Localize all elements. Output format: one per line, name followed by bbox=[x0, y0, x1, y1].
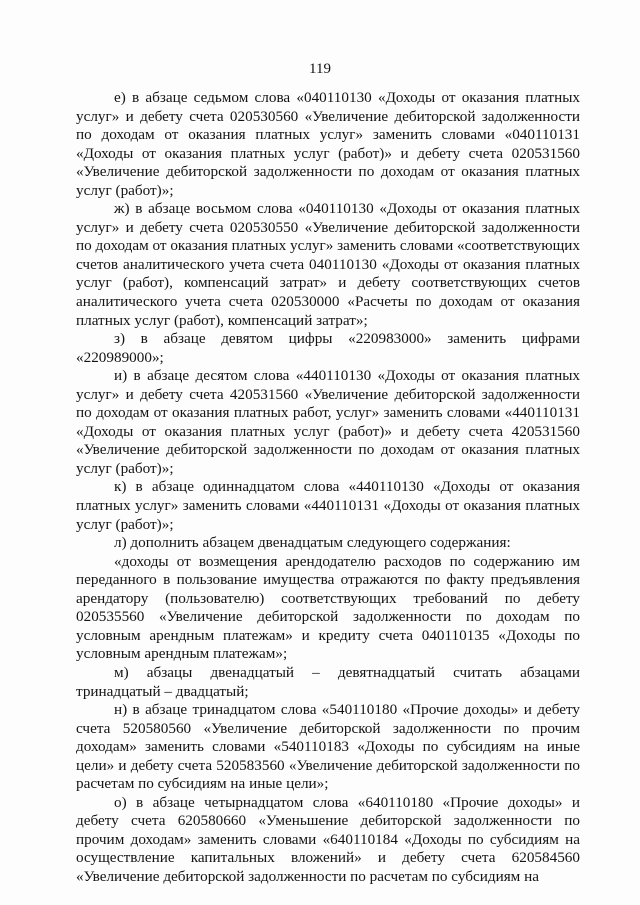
paragraph-i: и) в абзаце десятом слова «440110130 «Доходы от оказания платных услуг» и дебету счета 420531560 «Увеличение дебиторской задолженности по доходам от оказания платных работ, услуг» заменить словами «440110131 «Доходы от оказания платных услуг (работ)» и дебету счета 420531560 «Увеличение дебиторской задолженности по доходам от оказания платных услуг (работ)»; bbox=[76, 367, 580, 477]
paragraph-z: з) в абзаце девятом цифры «220983000» заменить цифрами «220989000»; bbox=[76, 330, 580, 366]
paragraph-o: о) в абзаце четырнадцатом слова «640110180 «Прочие доходы» и дебету счета 620580660 «Уменьшение дебиторской задолженности по прочим доходам» заменить словами «640110184 «Доходы по субсидиям на осуществление капитальных вложений» и дебету счета 620584560 «Увеличение дебиторской задолженности по расчетам по субсидиям на bbox=[76, 793, 580, 885]
paragraph-n: н) в абзаце тринадцатом слова «540110180 «Прочие доходы» и дебету счета 520580560 «Увеличение дебиторской задолженности по прочим доходам» заменить словами «540110183 «Доходы по субсидиям на иные цели» и дебету счета 520583560 «Увеличение дебиторской задолженности по расчетам по субсидиям на иные цели»; bbox=[76, 701, 580, 793]
paragraph-quoted-addition: «доходы от возмещения арендодателю расходов по содержанию им переданного в пользование имущества отражаются по факту предъявления арендатору (пользователю) соответствующих требований по дебету 020535560 «Увеличение дебиторской задолженности по доходам по условным арендным платежам» и кредиту счета 040110135 «Доходы по условным арендным платежам»; bbox=[76, 552, 580, 663]
page-number: 119 bbox=[309, 61, 331, 77]
paragraph-zh: ж) в абзаце восьмом слова «040110130 «Доходы от оказания платных услуг» и дебету счета 020530550 «Увеличение дебиторской задолженности по доходам от оказания платных услуг» заменить словами «соответствующих счетов аналитического учета счета 040110130 «Доходы от оказания платных услуг (работ), компенсаций затрат» и дебету соответствующих счетов аналитического учета счета 020530000 «Расчеты по доходам от оказания платных услуг (работ), компенсаций затрат»; bbox=[76, 200, 580, 329]
paragraph-e: е) в абзаце седьмом слова «040110130 «Доходы от оказания платных услуг» и дебету счета 020530560 «Увеличение дебиторской задолженности по доходам от оказания платных услуг» заменить словами «040110131 «Доходы от оказания платных услуг (работ)» и дебету счета 020531560 «Увеличение дебиторской задолженности по доходам от оказания платных услуг (работ)»; bbox=[76, 89, 580, 199]
paragraph-m: м) абзацы двенадцатый – девятнадцатый считать абзацами тринадцатый – двадцатый; bbox=[76, 663, 580, 700]
document-body bbox=[76, 89, 580, 887]
paragraph-l: л) дополнить абзацем двенадцатым следующего содержания: bbox=[114, 534, 511, 552]
paragraph-k: к) в абзаце одиннадцатом слова «440110130 «Доходы от оказания платных услуг» заменить словами «440110131 «Доходы от оказания платных услуг (работ)»; bbox=[76, 478, 580, 533]
